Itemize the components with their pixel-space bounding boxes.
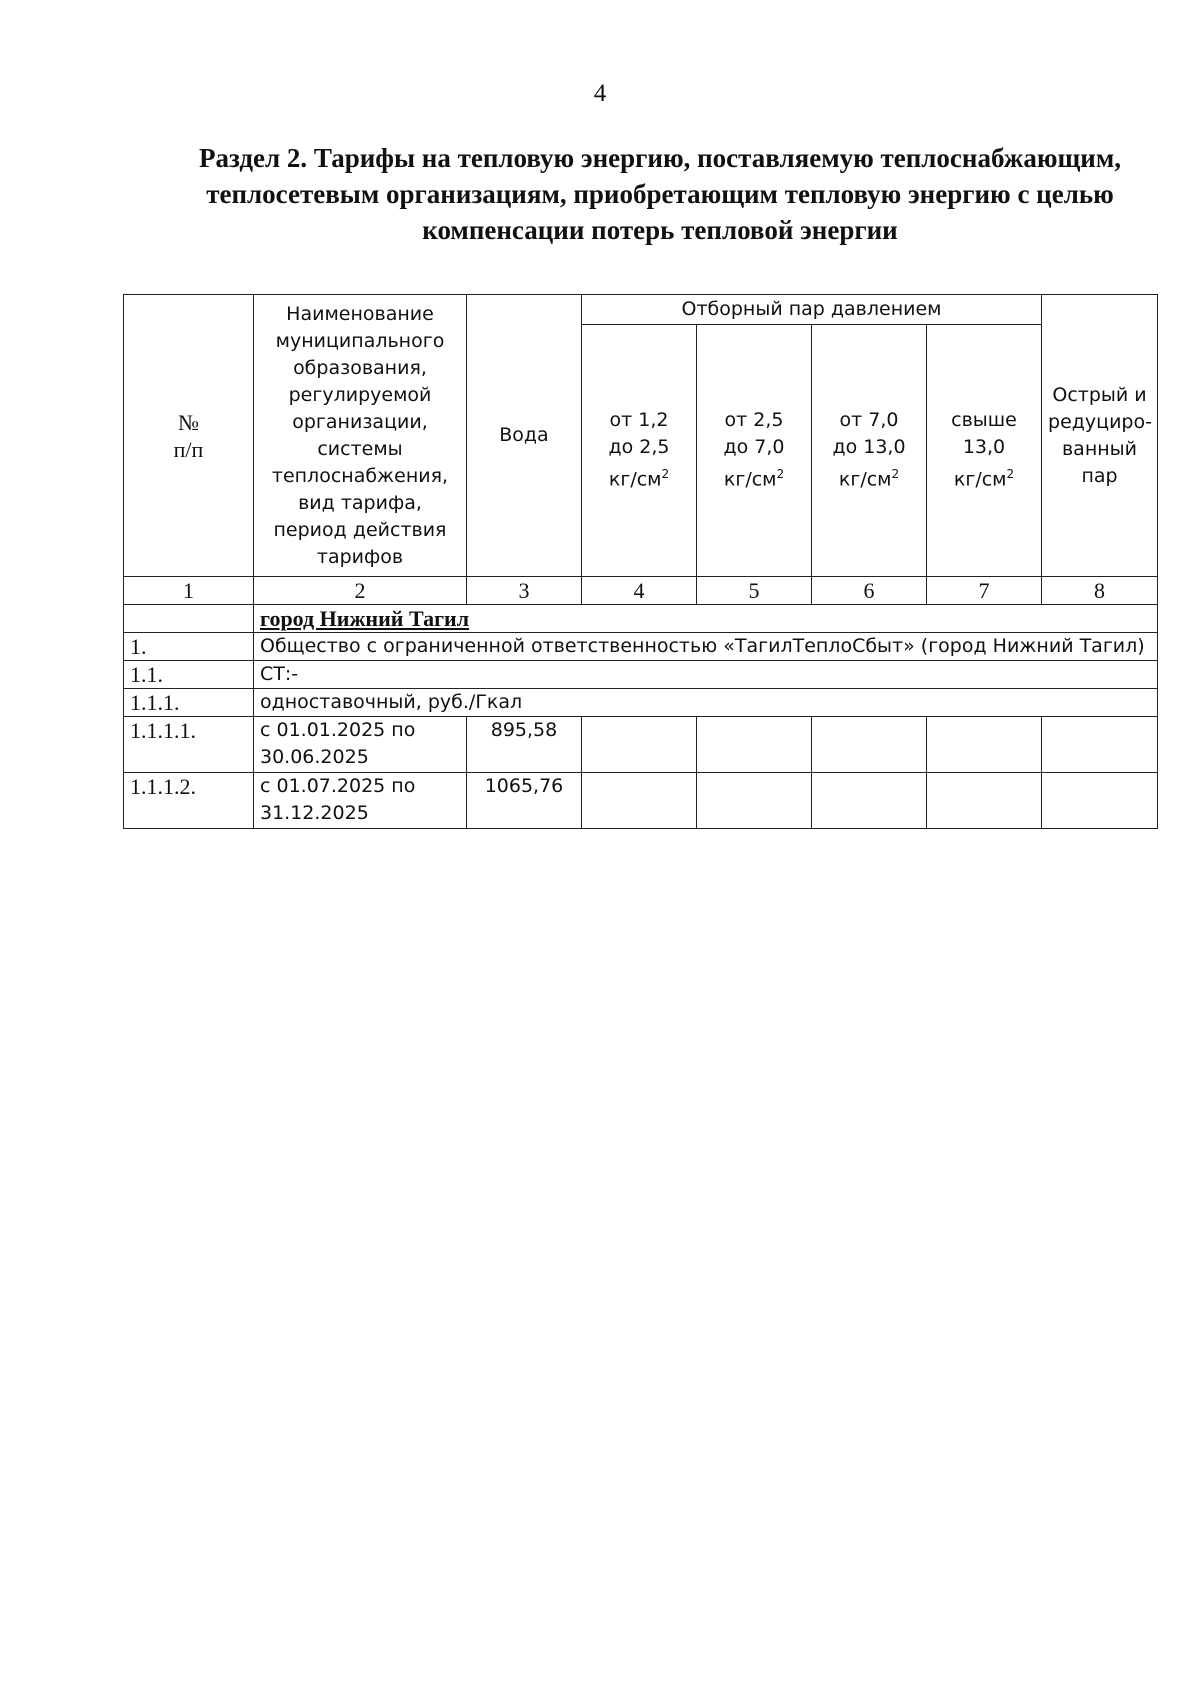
column-number: 3 (467, 577, 582, 605)
table-row (124, 717, 1158, 773)
column-number: 7 (927, 577, 1042, 605)
column-number: 1 (124, 577, 254, 605)
header-steam-2-5-7: от 2,5 до 7,0 $кг/см^2$ (697, 325, 812, 577)
water-value: 895,58 (467, 717, 582, 773)
column-number: 5 (697, 577, 812, 605)
section-title-line: Раздел 2. Тарифы на тепловую энергию, поставляемую теплоснабжающим, (198, 143, 1121, 173)
column-number: 8 (1042, 577, 1158, 605)
row-number: 1.1.1. (124, 689, 254, 717)
header-name: Наименование муниципального образования, регулируемой организации, системы теплоснабжения, вид тарифа, период действия тарифов (254, 295, 467, 577)
column-number: 2 (254, 577, 467, 605)
city-row (124, 605, 1158, 633)
page-number: 4 (593, 80, 607, 107)
row-number: 1.1.1.1. (124, 717, 254, 773)
tariff-period: с 01.01.2025 по 30.06.2025 (254, 717, 467, 773)
table-row (124, 773, 1158, 829)
header-steam-1-2-5: от 1,2 до 2,5 $кг/см^2$ (582, 325, 697, 577)
column-number: 4 (582, 577, 697, 605)
city-name: город Нижний Тагил (254, 605, 1158, 633)
row-number: 1. (124, 633, 254, 661)
tariff-period: с 01.07.2025 по 31.12.2025 (254, 773, 467, 829)
section-title-line: компенсации потерь тепловой энергии (422, 215, 898, 245)
header-water: Вода (467, 295, 582, 577)
row-number: 1.1. (124, 661, 254, 689)
organization-row (124, 633, 1158, 661)
system-name: СТ:- (254, 661, 1158, 689)
header-steam-7-13: от 7,0 до 13,0 $кг/см^2$ (812, 325, 927, 577)
header-number: № п/п (124, 295, 254, 577)
water-value: 1065,76 (467, 773, 582, 829)
column-numbers-row (124, 577, 1158, 605)
row-number: 1.1.1.2. (124, 773, 254, 829)
tariff-type-row (124, 689, 1158, 717)
column-number: 6 (812, 577, 927, 605)
tariff-type: одноставочный, руб./Гкал (254, 689, 1158, 717)
section-title (180, 140, 1140, 248)
section-title-line: теплосетевым организациям, приобретающим тепловую энергию с целью (206, 179, 1114, 209)
system-row (124, 661, 1158, 689)
organization-name: Общество с ограниченной ответственностью «ТагилТеплоСбыт» (город Нижний Тагил) (254, 633, 1158, 661)
tariffs-table (123, 294, 1158, 829)
header-selected-steam: Отборный пар давлением (582, 295, 1042, 325)
header-steam-over-13: свыше 13,0 $кг/см^2$ (927, 325, 1042, 577)
header-sharp-steam: Острый и редуциро-ванный пар (1042, 295, 1158, 577)
